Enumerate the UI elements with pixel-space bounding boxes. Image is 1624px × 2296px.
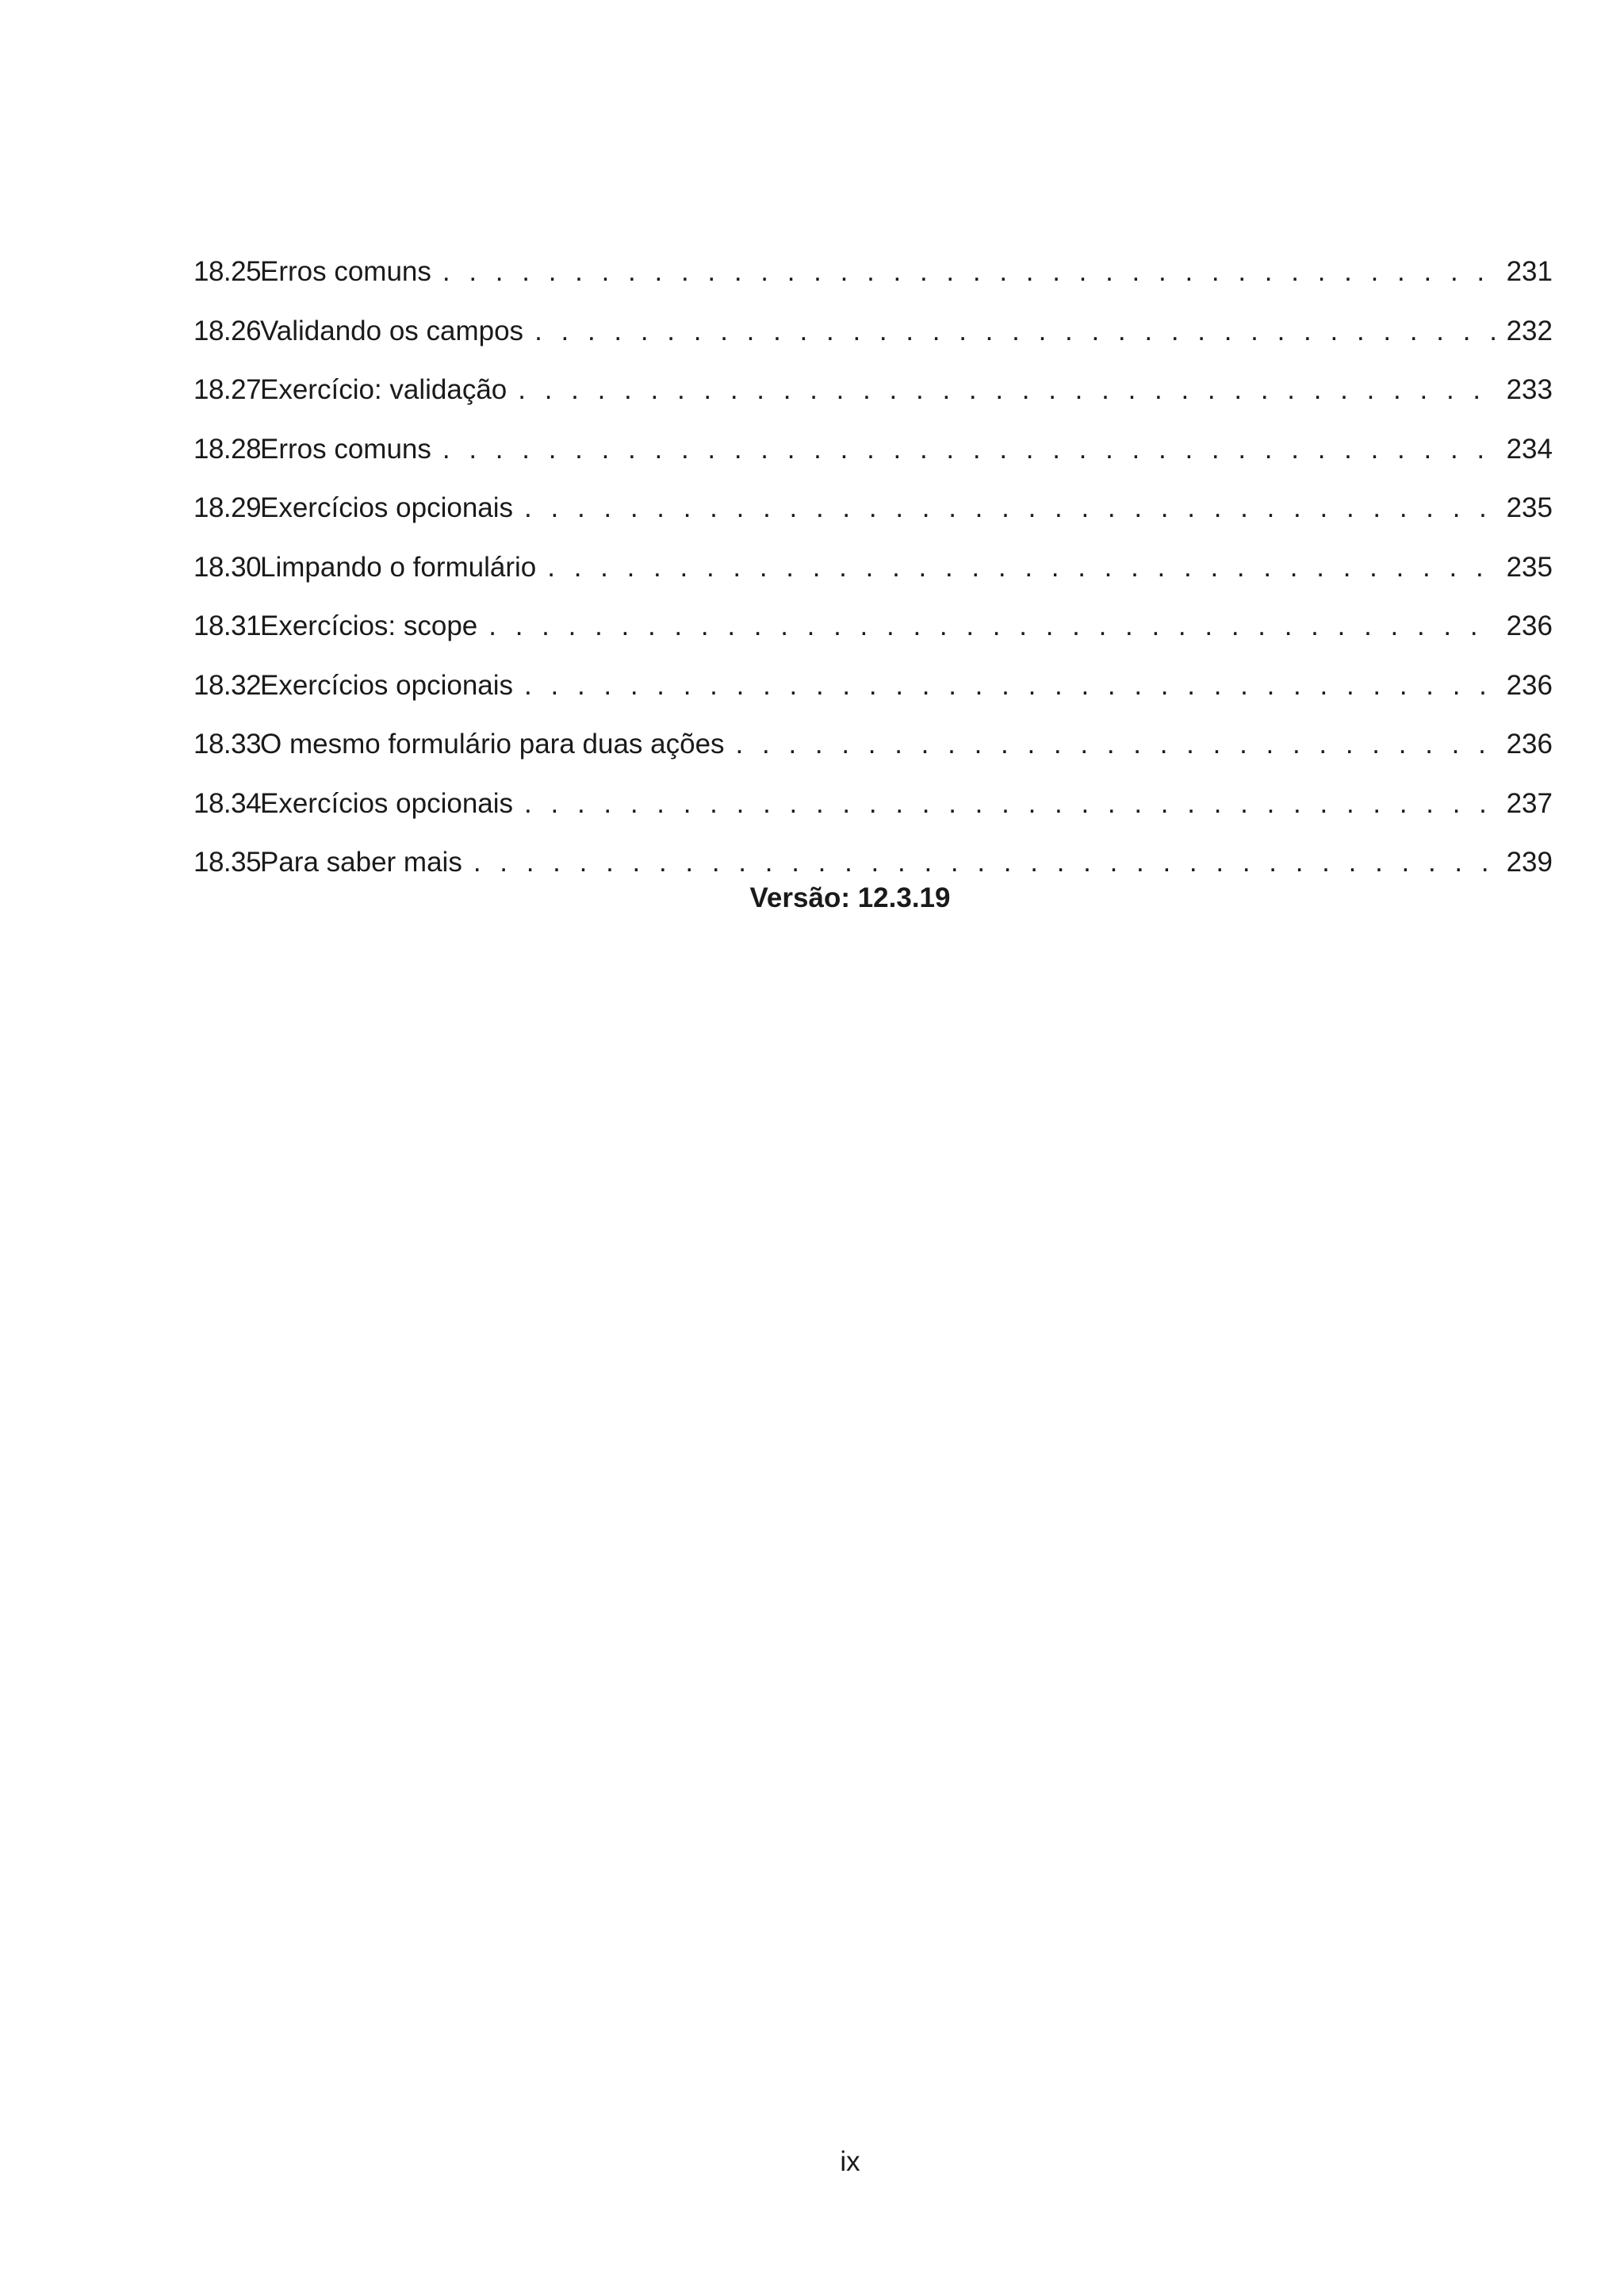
toc-entry[interactable]	[193, 430, 1553, 489]
toc-entry-title: Exercícios opcionais	[260, 787, 514, 819]
toc-entry-title: Limpando o formulário	[260, 551, 537, 583]
toc-entry-page: 236	[1506, 669, 1553, 701]
toc-entry-page: 235	[1506, 551, 1553, 583]
toc-entry-number: 18.31	[193, 610, 262, 641]
toc-entry-title: Exercícios opcionais	[260, 669, 514, 701]
toc-dot-leader	[524, 784, 1497, 824]
toc-entry-number: 18.26	[193, 315, 262, 346]
toc-entry-title: Exercícios opcionais	[260, 492, 514, 523]
toc-dot-leader	[534, 312, 1497, 351]
toc-entry-title: Erros comuns	[260, 256, 431, 287]
toc-entry-page: 234	[1506, 433, 1553, 465]
version-label: Versão: 12.3.19	[749, 882, 951, 913]
toc-dot-leader	[524, 666, 1497, 706]
toc-entry-page: 232	[1506, 315, 1553, 346]
toc-entry-title: Erros comuns	[260, 433, 431, 465]
toc-entry-title: Para saber mais	[260, 847, 462, 878]
toc-dot-leader	[473, 843, 1497, 882]
toc-dot-leader	[442, 430, 1497, 469]
toc-entry-number: 18.33	[193, 729, 262, 760]
toc-entry[interactable]	[193, 312, 1553, 371]
toc-entry[interactable]	[193, 784, 1553, 844]
toc-entry[interactable]	[193, 252, 1553, 312]
toc-entry[interactable]	[193, 607, 1553, 666]
toc-entry-number: 18.32	[193, 669, 262, 701]
toc-entry-title: Exercício: validação	[260, 374, 508, 405]
toc-entry[interactable]	[193, 666, 1553, 725]
toc-entry[interactable]	[193, 370, 1553, 430]
toc-entry-page: 236	[1506, 729, 1553, 760]
toc-dot-leader	[518, 370, 1496, 410]
toc-entry[interactable]	[193, 488, 1553, 548]
toc-entry-page: 235	[1506, 492, 1553, 523]
toc-dot-leader	[736, 725, 1497, 764]
toc-dot-leader	[547, 548, 1496, 587]
toc-entry-page: 231	[1506, 256, 1553, 287]
toc-entry-page: 236	[1506, 610, 1553, 641]
toc-dot-leader	[442, 252, 1497, 292]
toc-entry-title: Exercícios: scope	[260, 610, 478, 641]
toc-entry-number: 18.30	[193, 551, 262, 583]
toc-entry-number: 18.35	[193, 847, 262, 878]
toc-dot-leader	[524, 488, 1497, 528]
toc-entry-title: Validando os campos	[260, 315, 524, 346]
toc-entry[interactable]	[193, 725, 1553, 784]
toc-entry-number: 18.25	[193, 256, 262, 287]
toc-entry-page: 233	[1506, 374, 1553, 405]
toc-entry-number: 18.29	[193, 492, 262, 523]
toc-entry-title: O mesmo formulário para duas ações	[260, 729, 725, 760]
toc-entry-number: 18.27	[193, 374, 262, 405]
toc-entry-page: 237	[1506, 787, 1553, 819]
toc-entry-page: 239	[1506, 847, 1553, 878]
toc-entry-number: 18.28	[193, 433, 262, 465]
toc-entry-number: 18.34	[193, 787, 262, 819]
page-number: ix	[840, 2146, 860, 2177]
toc-dot-leader	[488, 607, 1496, 646]
table-of-contents	[193, 252, 1553, 902]
toc-entry[interactable]	[193, 548, 1553, 607]
